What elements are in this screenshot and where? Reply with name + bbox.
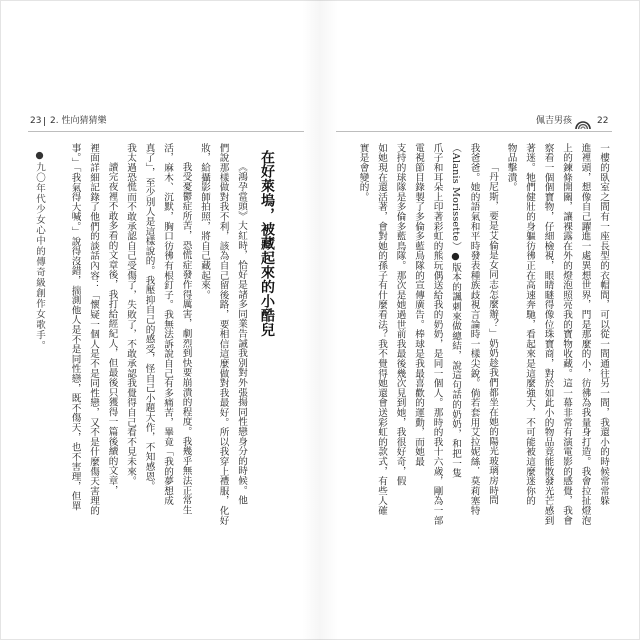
right-body-line: 如她現在還活著，會對她的孫子有什麼看法？我不覺得她還會送彩虹的款式，有些人確 xyxy=(376,143,387,516)
left-body-line: 們說那樣做對我不利，該為自己留後路，要相信這麼做對我最好。所以我穿上禮服，化好 xyxy=(217,143,229,526)
right-page-number: 22 xyxy=(597,116,609,126)
left-body-line: 事。」「我氣得大喊。」說得沒錯，揣測他人是不是同性戀，既不傷天，也不害理，但單 xyxy=(69,143,81,511)
right-body-line: （Alanis Morissette）●版本的諷刺來做總結，說這句話的奶奶，和把一隻 xyxy=(450,143,461,478)
footnote: ●九〇年代少女心中的傳奇級創作女歌手。 xyxy=(34,150,45,351)
right-body-line: 察看一個個寶物，仔細檢視，眼睛瞇得像位珠寶商，對於如此小的物品竟能散發光芒感到 xyxy=(542,143,554,526)
right-body-line: 電視節目錄製了多倫多藍鳥隊的宣傳廣告。棒球是我最喜歡的運動，而她最 xyxy=(413,143,424,467)
header-separator xyxy=(44,117,45,126)
chapter-title: 2. 性向猜猜樂 xyxy=(50,116,107,126)
section-heading: 在好萊塢，被藏起來的小酷兒 xyxy=(259,150,275,338)
left-page-body xyxy=(65,143,250,527)
left-body-line: 我太過恐慌而不敢承認自己受傷了，失敗了，不敢承認我覺得自己看不見未來。 xyxy=(125,143,136,486)
left-page-number: 23 xyxy=(30,116,42,126)
right-page-body xyxy=(353,143,612,527)
right-body-line: 一樓的臥室之間有一座長型的衣帽間，可以從一間通往另一間，我還小的時候常常躲 xyxy=(598,143,609,506)
gutter-shadow xyxy=(302,0,338,640)
right-body-line: 上的鍊條開關，讓裸露在外的燈泡照亮我的寶物收藏。這一幕非常有演電影的感覺，我會 xyxy=(561,143,572,526)
left-body-line: 我受憂鬱症所苦，恐慌症發作得厲害，劇烈到快要崩潰的程度。我幾乎無法正常生 xyxy=(180,162,192,515)
right-body-line: 我爸爸。她的語氣和平時發表種族歧視言論時一樣尖銳。倘若套用艾拉妮絲．莫莉塞特 xyxy=(468,143,480,516)
left-body-line: 裡面詳細記錄了他們的談話內容：「懷疑一個人是不是同性戀，又不是什麼傷天害理的 xyxy=(88,143,99,516)
right-body-line: 支持的球隊是多倫多藍鳥隊。那次是她過世前我最後幾次見到她，我很好奇，假 xyxy=(394,143,406,486)
left-body-line: 妝，給攝影師拍照，將自己藏起來。 xyxy=(199,143,210,300)
right-body-line: 進裡頭，想像自己躍進一處異想世界，門是那麼的小，彷彿為我量身打造。我會拉扯燈泡 xyxy=(579,143,591,526)
left-header-rule xyxy=(28,131,304,132)
right-body-line: 「丹尼斯，要是艾倫是女同志怎麼辦？」奶奶趁我們都坐在她的陽光玻璃房時問 xyxy=(487,162,498,506)
right-body-line: 實是會變的。 xyxy=(357,143,369,202)
book-logo-icon xyxy=(575,115,591,126)
right-body-line: 著迷。牠們健壯的身軀彷彿正在高速奔馳，看起來是這麼強大，不可能被這麼迷你的 xyxy=(524,143,535,506)
left-body-line: 活，麻木、沉默，胸口彷彿有根釘子。我無法訴說自己有多痛苦，畢竟「我的夢想成 xyxy=(162,143,173,506)
right-header-rule xyxy=(336,131,612,132)
left-body-line: 真了」，至少別人是這樣說的。我壓抑自己的感受，怪自己小題大作，不知感恩。 xyxy=(143,143,155,491)
right-body-line: 爪子和耳朵上印著彩虹的熊玩偶送給我的奶奶，是同一個人。那時的我十六歲，剛為一部 xyxy=(431,143,443,526)
left-body-line: 《鴻孕當頭》大紅時，恰好是諸多同業告誡我別對外張揚同性戀身分的時候。他 xyxy=(236,162,247,506)
right-body-line: 物品擊潰。 xyxy=(505,143,517,192)
left-body-line: 讀完夜裡不敢多看的文章後，我打給經紀人，但最後只獲得一篇後續的文章， xyxy=(106,162,118,496)
right-book-title: 佩吉男孩 xyxy=(536,116,573,126)
